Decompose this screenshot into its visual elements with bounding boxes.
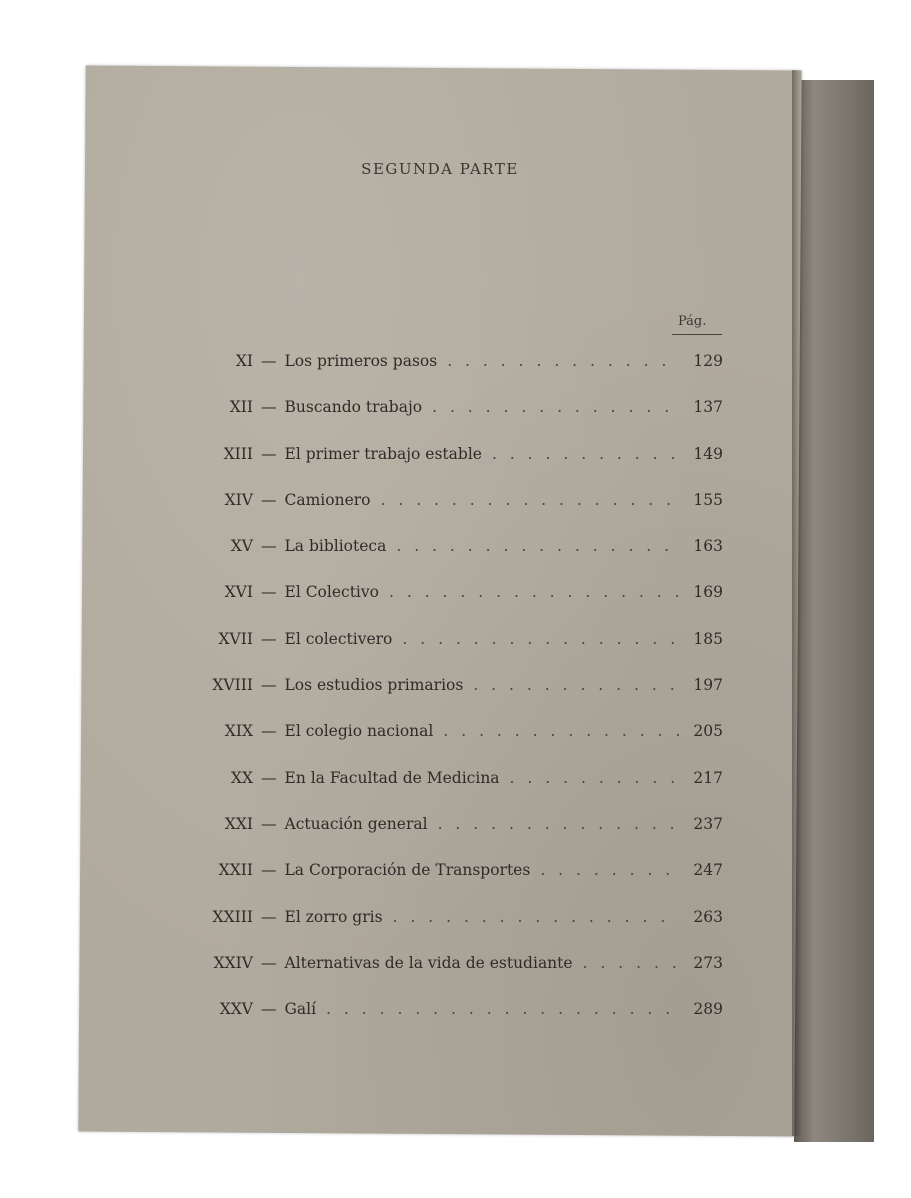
chapter-title: Buscando trabajo (284, 398, 423, 417)
dot-leader (583, 954, 679, 972)
chapter-page-number: 263 (693, 907, 723, 926)
chapter-page-number: 217 (693, 768, 723, 787)
chapter-number: XXII (218, 861, 253, 880)
dash-separator: — (261, 953, 277, 972)
page-column-label: Pág. (678, 314, 707, 329)
chapter-page-number: 247 (693, 861, 723, 880)
dot-leader (380, 491, 679, 509)
chapter-title: Alternativas de la vida de estudiante (284, 953, 573, 972)
dash-separator: — (261, 444, 277, 463)
toc-entry (175, 583, 723, 629)
chapter-page-number: 197 (693, 676, 723, 695)
chapter-title: Los primeros pasos (284, 352, 438, 370)
dash-separator: — (261, 537, 277, 556)
chapter-page-number: 163 (693, 537, 723, 556)
chapter-title: La biblioteca (284, 537, 387, 556)
chapter-title: El primer trabajo estable (284, 444, 482, 463)
toc-entry (175, 398, 723, 444)
chapter-title: El zorro gris (284, 907, 383, 926)
page-column-rule (672, 334, 722, 335)
chapter-title: La Corporación de Transportes (284, 861, 531, 880)
chapter-page-number: 137 (693, 398, 723, 417)
chapter-number: XI (235, 352, 253, 370)
chapter-page-number: 185 (693, 629, 723, 648)
dash-separator: — (261, 676, 277, 695)
dot-leader (540, 861, 679, 879)
toc-entry (175, 676, 723, 722)
chapter-number: XIX (224, 722, 253, 741)
chapter-page-number: 155 (693, 490, 723, 509)
chapter-number: XXIV (213, 953, 253, 972)
toc-entry (175, 908, 723, 954)
chapter-page-number: 149 (693, 444, 723, 463)
dash-separator: — (261, 1000, 277, 1019)
toc-entry (175, 769, 723, 815)
chapter-title: El Colectivo (284, 583, 379, 602)
dot-leader (447, 352, 679, 370)
page-gutter-shadow (792, 70, 802, 1136)
dot-leader (443, 722, 679, 740)
chapter-number: XII (229, 398, 253, 417)
chapter-title: Actuación general (284, 814, 428, 833)
dash-separator: — (261, 352, 277, 370)
chapter-page-number: 169 (693, 583, 723, 602)
chapter-title: En la Facultad de Medicina (284, 768, 500, 787)
toc-entry (175, 722, 723, 768)
dash-separator: — (261, 768, 277, 787)
chapter-title: El colectivero (284, 629, 393, 648)
chapter-title: Camionero (284, 490, 371, 509)
toc-entry (175, 352, 723, 398)
dash-separator: — (261, 722, 277, 741)
toc-entry (175, 630, 723, 676)
toc-entry (175, 954, 723, 1000)
table-of-contents (175, 352, 723, 1046)
dot-leader (389, 583, 679, 601)
chapter-number: XV (230, 537, 253, 556)
toc-entry (175, 445, 723, 491)
section-heading: SEGUNDA PARTE (361, 160, 519, 178)
toc-entry (175, 537, 723, 583)
chapter-number: XIV (224, 490, 253, 509)
dash-separator: — (261, 490, 277, 509)
dot-leader (438, 815, 679, 833)
chapter-number: XIII (223, 444, 253, 463)
dash-separator: — (261, 907, 277, 926)
dot-leader (492, 445, 679, 463)
chapter-number: XXIII (212, 907, 253, 926)
toc-entry (175, 491, 723, 537)
dot-leader (473, 676, 679, 694)
chapter-title: Los estudios primarios (284, 676, 464, 695)
adjacent-page-edge (794, 80, 874, 1142)
chapter-page-number: 205 (693, 722, 723, 741)
chapter-number: XXI (224, 814, 253, 833)
dot-leader (402, 630, 679, 648)
chapter-page-number: 129 (693, 352, 723, 370)
dot-leader (326, 1000, 679, 1018)
chapter-number: XVII (218, 629, 253, 648)
chapter-title: El colegio nacional (284, 722, 434, 741)
dash-separator: — (261, 629, 277, 648)
dot-leader (393, 908, 679, 926)
toc-entry (175, 1000, 723, 1046)
dash-separator: — (261, 814, 277, 833)
chapter-number: XX (230, 768, 253, 787)
dash-separator: — (261, 583, 277, 602)
toc-entry (175, 815, 723, 861)
dot-leader (396, 537, 679, 555)
chapter-page-number: 273 (693, 953, 723, 972)
dash-separator: — (261, 398, 277, 417)
chapter-page-number: 237 (693, 814, 723, 833)
chapter-number: XVIII (212, 676, 253, 695)
chapter-number: XXV (219, 1000, 253, 1019)
dot-leader (510, 769, 679, 787)
dot-leader (432, 398, 679, 416)
chapter-title: Galí (284, 1000, 317, 1019)
dash-separator: — (261, 861, 277, 880)
chapter-page-number: 289 (693, 1000, 723, 1019)
chapter-number: XVI (224, 583, 253, 602)
toc-entry (175, 861, 723, 907)
